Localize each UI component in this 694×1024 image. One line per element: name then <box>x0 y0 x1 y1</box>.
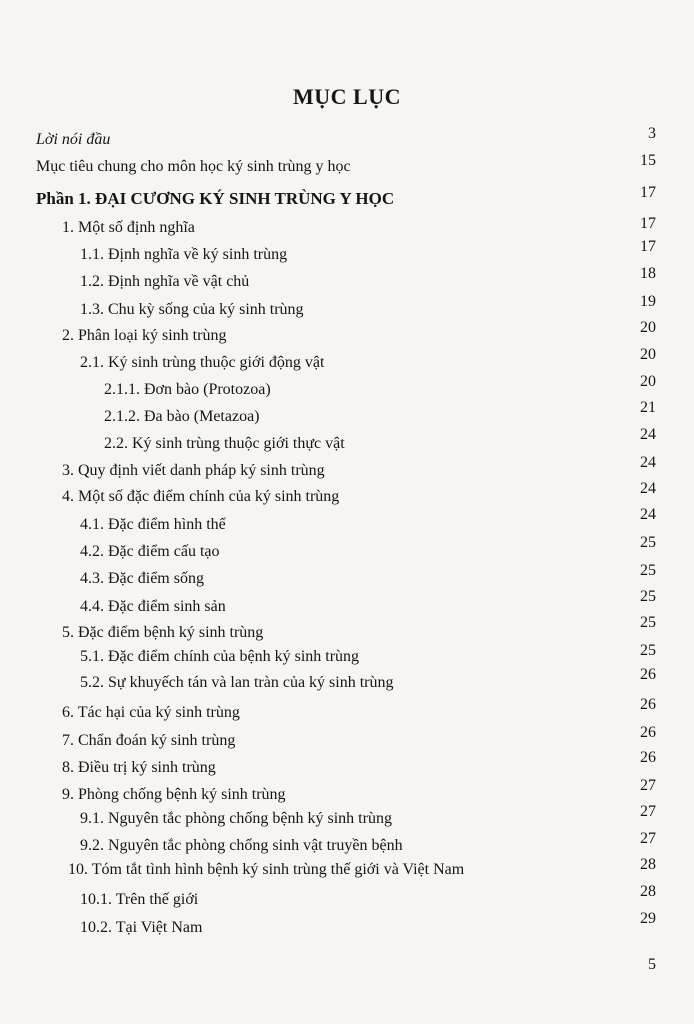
toc-entry <box>0 373 694 402</box>
toc-entry <box>0 858 694 882</box>
toc-entry-label: 5. Đặc điểm bệnh ký sinh trùng <box>62 624 264 641</box>
toc-entry-page: 25 <box>640 614 656 631</box>
toc-entry-page: 3 <box>648 125 656 142</box>
toc-entry-label: 1. Một số định nghĩa <box>62 219 195 236</box>
toc-entry <box>0 588 694 619</box>
toc-entry-label: 4. Một số đặc điểm chính của ký sinh trùng <box>62 488 340 505</box>
toc-entry <box>0 830 694 858</box>
toc-entry-page: 24 <box>640 480 656 497</box>
toc-entry <box>0 910 694 940</box>
toc-entry-page: 15 <box>640 152 656 169</box>
toc-entry-page: 26 <box>640 696 656 713</box>
toc-entry-label: 2.1.1. Đơn bào (Protozoa) <box>104 381 271 398</box>
toc-entry <box>0 777 694 807</box>
toc-entry-page: 17 <box>640 215 656 232</box>
toc-entry-page: 19 <box>640 293 656 310</box>
toc-entry <box>0 562 694 591</box>
page-title: MỤC LỤC <box>293 84 401 109</box>
toc-entry-label: 2.1. Ký sinh trùng thuộc giới động vật <box>80 354 325 371</box>
toc-entry-page: 27 <box>640 830 656 847</box>
toc-entry <box>0 883 694 912</box>
toc-entry <box>0 480 694 509</box>
toc-entry-label: 8. Điều trị ký sinh trùng <box>62 759 216 776</box>
toc-entry-label: 1.2. Định nghĩa về vật chủ <box>80 273 250 290</box>
toc-entry <box>0 666 694 695</box>
toc-entry <box>0 614 694 645</box>
toc-entry-label: 7. Chẩn đoán ký sinh trùng <box>62 732 236 749</box>
toc-entry-label: 10.1. Trên thế giới <box>80 891 199 908</box>
toc-entry-label: 10.2. Tại Việt Nam <box>80 919 203 936</box>
toc-entry <box>0 265 694 294</box>
toc-entry-page: 21 <box>640 399 656 416</box>
toc-entry-page: 28 <box>640 883 656 900</box>
toc-entry-page: 29 <box>640 910 656 927</box>
toc-entry-page: 26 <box>640 749 656 766</box>
toc-entry-page: 24 <box>640 506 656 523</box>
toc-entry <box>0 346 694 375</box>
toc-entry <box>0 125 694 152</box>
toc-entry-page: 25 <box>640 588 656 605</box>
toc-entry-label: 5.1. Đặc điểm chính của bệnh ký sinh trùng <box>80 648 360 665</box>
toc-entry-label: 6. Tác hại của ký sinh trùng <box>62 704 240 721</box>
toc-entry <box>0 426 694 456</box>
toc-entry <box>0 803 694 831</box>
toc-entry-page: 24 <box>640 426 656 443</box>
toc-entry-label: 10. Tóm tắt tình hình bệnh ký sinh trùng thế giới và Việt Nam <box>68 861 465 878</box>
toc-entry-label: 4.1. Đặc điểm hình thể <box>80 516 226 533</box>
toc-entry-label: 4.2. Đặc điểm cấu tạo <box>80 543 220 560</box>
toc-entry-label: 1.1. Định nghĩa về ký sinh trùng <box>80 246 288 263</box>
toc-entry-page: 20 <box>640 346 656 363</box>
toc-entry-page: 20 <box>640 319 656 336</box>
toc-entry-label: 3. Quy định viết danh pháp ký sinh trùng <box>62 462 325 479</box>
toc-entry-page: 18 <box>640 265 656 282</box>
toc-entry <box>0 293 694 322</box>
toc-entry <box>0 184 694 211</box>
toc-entry-label: 4.3. Đặc điểm sống <box>80 570 204 587</box>
toc-entry <box>0 506 694 537</box>
toc-entry-label: 2.1.2. Đa bào (Metazoa) <box>104 408 260 425</box>
toc-entry-label: Lời nói đầu <box>36 131 111 148</box>
toc-entry <box>0 749 694 780</box>
toc-entry <box>0 454 694 483</box>
toc-entry <box>0 152 694 179</box>
toc-entry-label: 9. Phòng chống bệnh ký sinh trùng <box>62 786 286 803</box>
toc-entry-page: 20 <box>640 373 656 390</box>
toc-entry-label: 2. Phân loại ký sinh trùng <box>62 327 227 344</box>
toc-entry-label: 5.2. Sự khuyếch tán và lan tràn của ký sinh trùng <box>80 674 394 691</box>
toc-entry <box>0 534 694 564</box>
toc-entry-page: 27 <box>640 777 656 794</box>
toc-entry-page: 25 <box>640 534 656 551</box>
toc-entry <box>0 216 694 240</box>
toc-entry <box>0 319 694 348</box>
toc-entry-page: 26 <box>640 724 656 741</box>
toc-entry-page: 17 <box>640 184 656 201</box>
toc-entry <box>0 399 694 429</box>
page-number: 5 <box>648 956 656 973</box>
toc-entry <box>0 696 694 725</box>
toc-entry-label: 9.2. Nguyên tắc phòng chống sinh vật truyền bệnh <box>80 837 403 854</box>
toc-entry <box>0 238 694 267</box>
toc-entry-page: 27 <box>640 803 656 820</box>
toc-entry-label: 4.4. Đặc điểm sinh sản <box>80 598 226 615</box>
toc-entry-page: 28 <box>640 856 656 873</box>
toc-entry-label: 9.1. Nguyên tắc phòng chống bệnh ký sinh trùng <box>80 810 392 827</box>
toc-entry <box>0 724 694 753</box>
toc-entry-label: 2.2. Ký sinh trùng thuộc giới thực vật <box>104 435 345 452</box>
toc-entry-page: 17 <box>640 238 656 255</box>
toc-entry <box>0 642 694 669</box>
toc-entry-page: 26 <box>640 666 656 683</box>
toc-entry-page: 25 <box>640 642 656 659</box>
toc-entry-page: 24 <box>640 454 656 471</box>
toc-entry-label: Mục tiêu chung cho môn học ký sinh trùng y học <box>36 158 351 175</box>
toc-entry-page: 25 <box>640 562 656 579</box>
toc-entry-label: 1.3. Chu kỳ sống của ký sinh trùng <box>80 301 304 318</box>
toc-entry-label: Phần 1. ĐẠI CƯƠNG KÝ SINH TRÙNG Y HỌC <box>36 189 395 208</box>
top-scan-mark <box>290 0 430 3</box>
